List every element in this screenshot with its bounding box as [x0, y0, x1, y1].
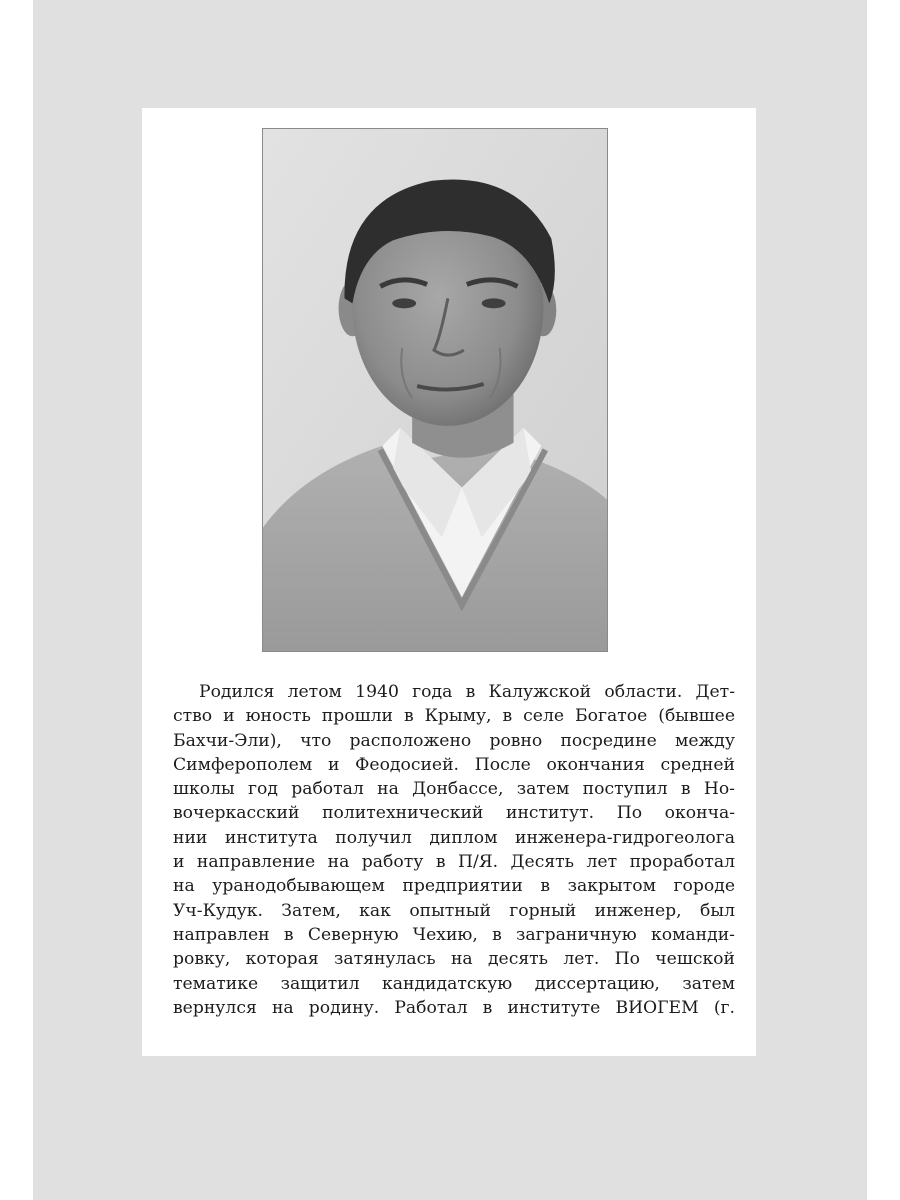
bio-line: ровку, которая затянулась на десять лет. По чешской: [173, 949, 735, 970]
book-page: [142, 108, 756, 1056]
bio-line: и направление на работу в П/Я. Десять лет проработал: [173, 852, 735, 873]
bio-line: ство и юность прошли в Крыму, в селе Богатое (бывшее: [173, 706, 735, 727]
bio-line: Бахчи-Эли), что расположено ровно посредине между: [173, 730, 735, 751]
bio-line: школы год работал на Донбассе, затем поступил в Но-: [173, 779, 735, 800]
author-portrait: [262, 128, 608, 652]
bio-line: Симферополем и Феодосией. После окончания средней: [173, 754, 735, 775]
bio-line: направлен в Северную Чехию, в заграничную команди-: [173, 924, 735, 945]
biography-text: [173, 680, 735, 1020]
bio-line: Родился летом 1940 года в Калужской области. Дет-: [199, 682, 735, 702]
bio-line: вернулся на родину. Работал в институте ВИОГЕМ (г.: [173, 997, 735, 1018]
bio-line: Уч-Кудук. Затем, как опытный горный инженер, был: [173, 900, 735, 921]
bio-line: вочеркасский политехнический институт. По оконча-: [173, 803, 735, 824]
bio-line: нии института получил диплом инженера-гидрогеолога: [173, 827, 735, 848]
bio-line: на уранодобывающем предприятии в закрытом городе: [173, 876, 735, 897]
bio-line: тематике защитил кандидатскую диссертацию, затем: [173, 973, 735, 994]
